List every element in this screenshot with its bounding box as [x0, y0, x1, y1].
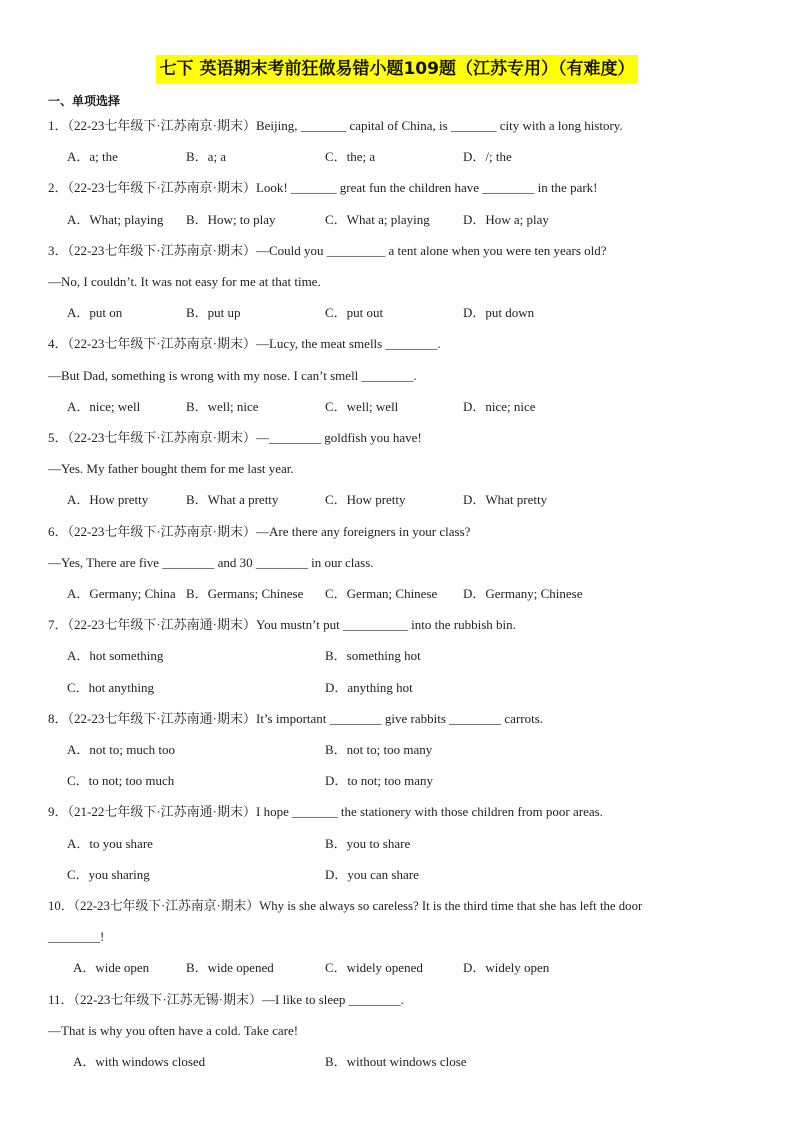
- question-6-option-b[interactable]: B．Germans; Chinese: [186, 586, 304, 601]
- question-2-option-d[interactable]: D．How a; play: [463, 212, 549, 227]
- question-2-option-b[interactable]: B．How; to play: [186, 212, 276, 227]
- question-4-stem: 4．（22-23七年级下·江苏南京·期末）—Lucy, the meat smells ________.: [48, 336, 441, 351]
- page-title: 七下 英语期末考前狂做易错小题109题（江苏专用）（有难度）: [156, 55, 639, 83]
- question-9-stem: 9．（21-22七年级下·江苏南通·期末）I hope _______ the stationery with those children from poor areas.: [48, 804, 603, 819]
- question-1-option-b[interactable]: B．a; a: [186, 149, 227, 164]
- question-3-stem-2: —No, I couldn’t. It was not easy for me at that time.: [48, 274, 321, 289]
- question-7-option-c[interactable]: C．hot anything: [67, 680, 155, 695]
- question-9-option-c[interactable]: C．you sharing: [67, 867, 150, 882]
- question-10-option-c[interactable]: C．widely opened: [325, 960, 423, 975]
- question-1-option-c[interactable]: C．the; a: [325, 149, 376, 164]
- question-6-option-d[interactable]: D．Germany; Chinese: [463, 586, 583, 601]
- question-4-option-b[interactable]: B．well; nice: [186, 399, 259, 414]
- question-6-option-c[interactable]: C．German; Chinese: [325, 586, 438, 601]
- question-4-option-d[interactable]: D．nice; nice: [463, 399, 536, 414]
- question-1-stem: 1．（22-23七年级下·江苏南京·期末）Beijing, _______ capital of China, is _______ city with a long history.: [48, 118, 623, 133]
- question-7-option-d[interactable]: D．anything hot: [325, 680, 413, 695]
- section-heading: 一、单项选择: [48, 94, 121, 108]
- question-6-stem: 6．（22-23七年级下·江苏南京·期末）—Are there any foreigners in your class?: [48, 524, 471, 539]
- title-wrap: [0, 55, 794, 83]
- question-7-stem: 7．（22-23七年级下·江苏南通·期末）You mustn’t put __________ into the rubbish bin.: [48, 617, 516, 632]
- question-5-option-d[interactable]: D．What pretty: [463, 492, 548, 507]
- question-11-stem: 11．（22-23七年级下·江苏无锡·期末）—I like to sleep ________.: [48, 992, 404, 1007]
- question-11-option-a[interactable]: A．with windows closed: [73, 1054, 206, 1069]
- question-8-stem: 8．（22-23七年级下·江苏南通·期末）It’s important ________ give rabbits ________ carrots.: [48, 711, 544, 726]
- question-4-stem-2: —But Dad, something is wrong with my nose. I can’t smell ________.: [48, 368, 417, 383]
- question-7-option-a[interactable]: A．hot something: [67, 648, 164, 663]
- question-1-option-d[interactable]: D．/; the: [463, 149, 512, 164]
- question-8-option-b[interactable]: B．not to; too many: [325, 742, 433, 757]
- question-6-option-a[interactable]: A．Germany; China: [67, 586, 176, 601]
- question-9-option-d[interactable]: D．you can share: [325, 867, 419, 882]
- question-11-stem-2: —That is why you often have a cold. Take care!: [48, 1023, 299, 1038]
- question-3-option-d[interactable]: D．put down: [463, 305, 535, 320]
- question-5-stem-2: —Yes. My father bought them for me last year.: [48, 461, 294, 476]
- question-8-option-a[interactable]: A．not to; much too: [67, 742, 175, 757]
- question-6-stem-2: —Yes, There are five ________ and 30 ________ in our class.: [48, 555, 374, 570]
- question-2-option-a[interactable]: A．What; playing: [67, 212, 164, 227]
- question-3-stem: 3．（22-23七年级下·江苏南京·期末）—Could you _________ a tent alone when you were ten years old?: [48, 243, 607, 258]
- question-1-option-a[interactable]: A．a; the: [67, 149, 118, 164]
- question-10-stem-2: ________!: [48, 929, 105, 944]
- question-9-option-a[interactable]: A．to you share: [67, 836, 153, 851]
- question-5-option-c[interactable]: C．How pretty: [325, 492, 406, 507]
- question-5-option-b[interactable]: B．What a pretty: [186, 492, 279, 507]
- question-10-stem: 10．（22-23七年级下·江苏南京·期末）Why is she always so careless? It is the third time that she has left the door: [48, 899, 643, 913]
- question-3-option-c[interactable]: C．put out: [325, 305, 384, 320]
- question-5-stem: 5．（22-23七年级下·江苏南京·期末）—________ goldfish you have!: [48, 430, 422, 445]
- question-9-option-b[interactable]: B．you to share: [325, 836, 411, 851]
- question-4-option-a[interactable]: A．nice; well: [67, 399, 141, 414]
- question-8-option-d[interactable]: D．to not; too many: [325, 773, 433, 788]
- question-10-option-d[interactable]: D．widely open: [463, 960, 550, 975]
- question-10-option-a[interactable]: A．wide open: [73, 960, 150, 975]
- question-4-option-c[interactable]: C．well; well: [325, 399, 399, 414]
- question-7-option-b[interactable]: B．something hot: [325, 648, 421, 663]
- question-2-stem: 2．（22-23七年级下·江苏南京·期末）Look! _______ great fun the children have ________ in the park!: [48, 180, 598, 195]
- question-11-option-b[interactable]: B．without windows close: [325, 1054, 467, 1069]
- question-8-option-c[interactable]: C．to not; too much: [67, 773, 175, 788]
- question-3-option-a[interactable]: A．put on: [67, 305, 123, 320]
- question-5-option-a[interactable]: A．How pretty: [67, 492, 149, 507]
- question-3-option-b[interactable]: B．put up: [186, 305, 241, 320]
- question-2-option-c[interactable]: C．What a; playing: [325, 212, 430, 227]
- question-10-option-b[interactable]: B．wide opened: [186, 960, 274, 975]
